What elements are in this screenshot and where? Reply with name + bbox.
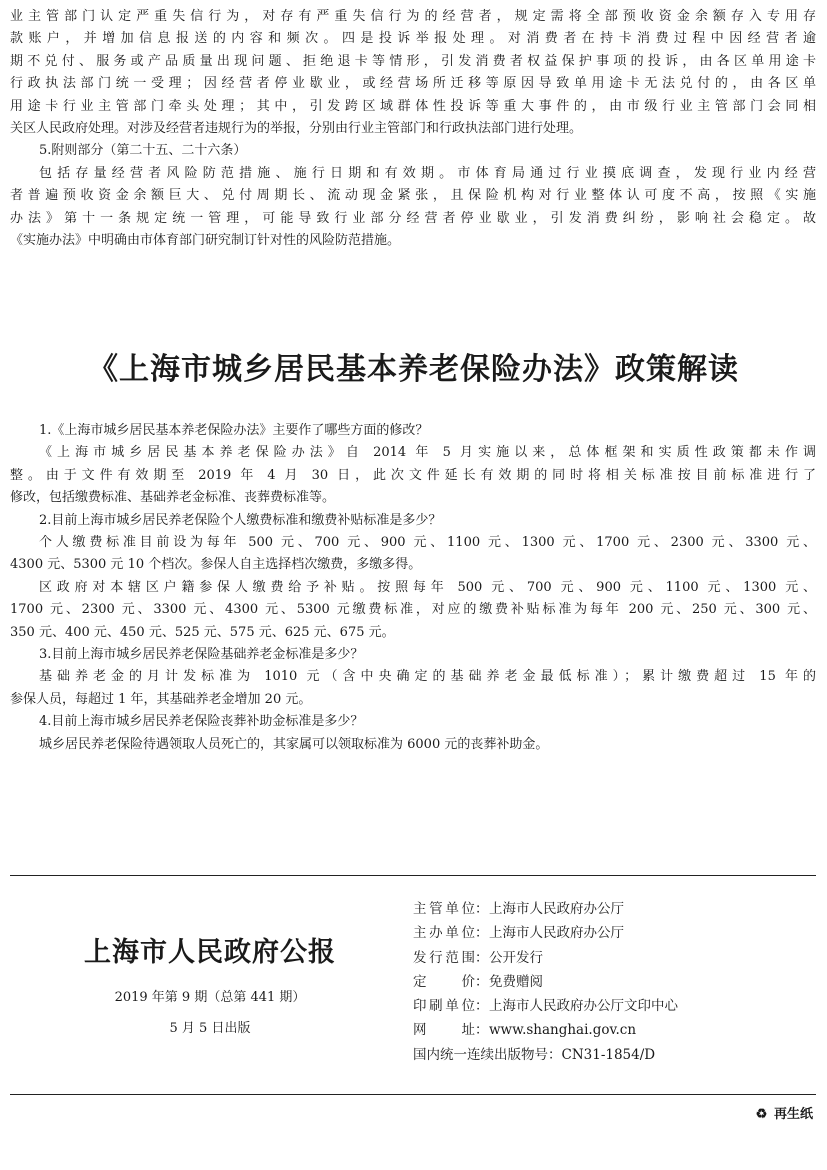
footer-bottom-rule bbox=[10, 1094, 816, 1095]
masthead-value: 上海市人民政府办公厅 bbox=[489, 925, 624, 942]
policy-qa-section bbox=[10, 420, 816, 756]
website-link[interactable]: www.shanghai.gov.cn bbox=[489, 1022, 637, 1039]
body-line: 关区人民政府处理。对涉及经营者违规行为的举报，分别由行业主管部门和行政执法部门进行处理。 bbox=[10, 121, 583, 137]
serial-number-row bbox=[413, 1043, 813, 1067]
masthead-row: 网 址：www.shanghai.gov.cn bbox=[413, 1018, 813, 1042]
masthead bbox=[413, 897, 813, 1067]
body-line: 款账户，并增加信息报送的内容和频次。四是投诉举报处理。对消费者在持卡消费过程中因经营者逾 bbox=[10, 31, 816, 47]
question-3: 3.目前上海市城乡居民养老保险基础养老金标准是多少？ bbox=[39, 647, 364, 663]
serial-label: 国内统一连续出版物号： bbox=[413, 1046, 562, 1063]
answer-line: 4300 元、5300 元 10 个档次。参保人自主选择档次缴费，多缴多得。 bbox=[10, 557, 422, 573]
answer-line: 城乡居民养老保险待遇领取人员死亡的，其家属可以领取标准为 6000 元的丧葬补助金。 bbox=[39, 736, 549, 752]
question-1: 1.《上海市城乡居民基本养老保险办法》主要作了哪些方面的修改？ bbox=[39, 423, 429, 438]
body-line: 者普遍预收资金余额巨大、兑付周期长、流动现金紧张，且保险机构对行业整体认可度不高，按照《实施 bbox=[10, 188, 816, 204]
body-line: 《实施办法》中明确由市体育部门研究制订针对性的风险防范措施。 bbox=[10, 233, 401, 249]
journal-date: 5 月 5 日出版 bbox=[169, 1021, 251, 1036]
masthead-row: 主办单位：上海市人民政府办公厅 bbox=[413, 921, 813, 945]
masthead-label: 发行范围 bbox=[413, 949, 475, 966]
answer-line: 区政府对本辖区户籍参保人缴费给予补贴。按照每年 500 元、700 元、900 元、1100 元、1300 元、 bbox=[39, 579, 816, 595]
masthead-label: 印刷单位 bbox=[413, 998, 475, 1015]
masthead-row: 发行范围：公开发行 bbox=[413, 946, 813, 970]
section-heading: 5.附则部分（第二十五、二十六条） bbox=[39, 143, 247, 159]
masthead-value: 公开发行 bbox=[489, 949, 543, 966]
masthead-row: 定 价：免费赠阅 bbox=[413, 970, 813, 994]
answer-line: 1700 元、2300 元、3300 元、4300 元、5300 元缴费标准，对应的缴费补贴标准为每年 200 元、250 元、300 元、 bbox=[10, 602, 816, 618]
answer-line: 350 元、400 元、450 元、525 元、575 元、625 元、675 元。 bbox=[10, 624, 395, 640]
body-line: 办法》第十一条规定统一管理，可能导致行业部分经营者停业歇业，引发消费纠纷，影响社会稳定。故 bbox=[10, 210, 816, 226]
masthead-row: 主管单位：上海市人民政府办公厅 bbox=[413, 897, 813, 921]
footer-top-rule bbox=[10, 875, 816, 876]
masthead-value: 上海市人民政府办公厅 bbox=[489, 901, 624, 917]
recycled-paper-mark bbox=[753, 1103, 813, 1122]
serial-value: CN31-1854/D bbox=[561, 1046, 656, 1063]
journal-name: 上海市人民政府公报 bbox=[84, 937, 336, 968]
body-line: 行政执法部门统一受理；因经营者停业歇业，或经营场所迁移等原因导致单用途卡无法兑付的，由各区单 bbox=[10, 76, 816, 92]
recycled-label: 再生纸 bbox=[773, 1107, 813, 1122]
answer-line: 整。由于文件有效期至 2019 年 4 月 30 日，此次文件延长有效期的同时将相关标准按目前标准进行了 bbox=[10, 467, 816, 483]
masthead-value: 免费赠阅 bbox=[489, 973, 543, 990]
body-line: 包括存量经营者风险防范措施、施行日期和有效期。市体育局通过行业摸底调查，发现行业内经营 bbox=[39, 165, 816, 181]
answer-line: 《上海市城乡居民基本养老保险办法》自 2014 年 5 月实施以来，总体框架和实质性政策都未作调 bbox=[39, 445, 816, 461]
masthead-label: 主办单位 bbox=[413, 925, 475, 942]
question-4: 4.目前上海市城乡居民养老保险丧葬补助金标准是多少？ bbox=[39, 714, 364, 730]
body-line: 用途卡行业主管部门牵头处理；其中，引发跨区域群体性投诉等重大事件的，由市级行业主管部门会同相 bbox=[10, 98, 816, 114]
masthead-label: 主管单位 bbox=[413, 901, 475, 917]
body-line: 期不兑付、服务或产品质量出现问题、拒绝退卡等情形，引发消费者权益保护事项的投诉，由各区单用途卡 bbox=[10, 53, 816, 69]
answer-line: 个人缴费标准目前设为每年 500 元、700 元、900 元、1100 元、1300 元、1700 元、2300 元、3300 元、 bbox=[39, 535, 816, 551]
policy-title: 《上海市城乡居民基本养老保险办法》政策解读 bbox=[88, 352, 739, 387]
recycle-icon: ♻ bbox=[755, 1107, 768, 1122]
masthead-label: 网 址 bbox=[413, 1022, 475, 1039]
masthead-row: 印刷单位：上海市人民政府办公厅文印中心 bbox=[413, 994, 813, 1018]
body-line: 业主管部门认定严重失信行为，对存有严重失信行为的经营者，规定需将全部预收资金余额存入专用存 bbox=[10, 9, 816, 24]
answer-line: 修改，包括缴费标准、基础养老金标准、丧葬费标准等。 bbox=[10, 490, 336, 506]
masthead-label: 定 价 bbox=[413, 973, 475, 990]
question-2: 2.目前上海市城乡居民养老保险个人缴费标准和缴费补贴标准是多少？ bbox=[39, 512, 442, 528]
answer-line: 参保人员，每超过 1 年，其基础养老金增加 20 元。 bbox=[10, 691, 312, 707]
journal-issue: 2019 年第 9 期（总第 441 期） bbox=[114, 990, 306, 1005]
answer-line: 基础养老金的月计发标准为 1010 元（含中央确定的基础养老金最低标准）；累计缴费超过 15 年的 bbox=[39, 669, 816, 685]
continued-text-section bbox=[10, 6, 816, 252]
masthead-value: 上海市人民政府办公厅文印中心 bbox=[489, 998, 678, 1015]
